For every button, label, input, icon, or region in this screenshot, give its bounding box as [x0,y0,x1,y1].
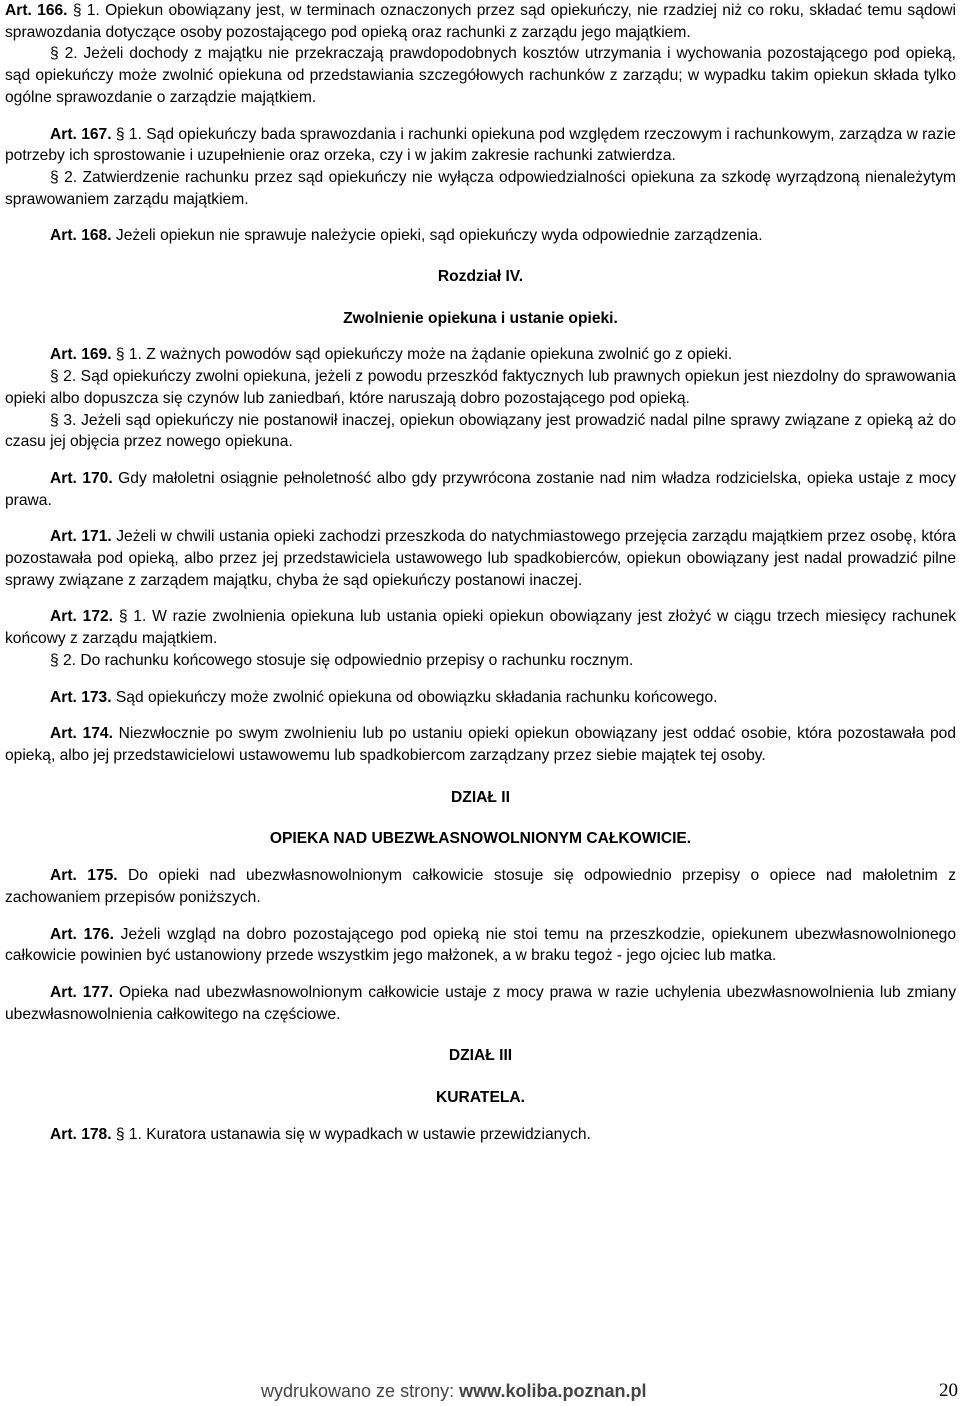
footer-source-link[interactable]: www.koliba.poznan.pl [459,1381,647,1401]
article-label: Art. 166. [5,2,68,19]
footer-source-prefix: wydrukowano ze strony: [261,1381,455,1401]
art-174 [5,723,956,766]
paragraph-mark: § 2. [50,45,78,63]
page-footer [0,1379,960,1403]
art-175 [5,865,956,908]
document-body [5,0,956,1145]
article-label: Art. 174. [50,725,113,743]
paragraph-mark: § 1. [115,346,142,364]
paragraph-text: Jeżeli w chwili ustania opieki zachodzi przeszkoda do natychmiastowego przejęcia zarządu majątkiem przez osobę, która pozostawała pod opieką, albo przez jej przedstawiciela ustawowego lub spadkobierców, opiekun obowiązany jest nadal prowadzić pilne sprawy związane z zarządem majątku, chyba że sąd opiekuńczy postanowi inaczej. [5,528,956,589]
art-169-para-2 [5,366,956,409]
paragraph-mark: § 1. [115,1125,142,1143]
paragraph-text: Do rachunku końcowego stosuje się odpowiednio przepisy o rachunku rocznym. [80,651,634,669]
division-subtitle: OPIEKA NAD UBEZWŁASNOWOLNIONYM CAŁKOWICIE. [269,830,692,848]
paragraph-mark: § 1. [72,2,100,19]
division-title: DZIAŁ II [451,788,510,806]
paragraph-mark: § 3. [50,411,77,429]
paragraph-text: Niezwłocznie po swym zwolnieniu lub po ustaniu opieki opiekun obowiązany jest oddać osobie, która pozostawała pod opieką, albo jej przedstawicielowi ustawowemu lub spadkobiercom zarządzany przez siebie majątek tej osoby. [5,725,956,764]
art-169-para-3 [5,410,956,453]
article-label: Art. 177. [50,983,114,1001]
article-label: Art. 168. [50,227,112,245]
paragraph-text: Jeżeli dochody z majątku nie przekraczają prawdopodobnych kosztów utrzymania i wychowania pozostającego pod opieką, sąd opiekuńczy może zwolnić opiekuna od przedstawiania szczegółowych rachunków z zarządu; w wypadku takim opiekun składa tylko ogólne sprawozdanie o zarządzie majątkiem. [5,45,956,106]
art-170 [5,468,956,511]
art-172-para-1 [5,606,956,649]
article-label: Art. 169. [50,346,112,364]
paragraph-text: Do opieki nad ubezwłasnowolnionym całkowicie stosuje się odpowiednio przepisy o opiece nad małoletnim z zachowaniem przepisów poniższych. [5,867,956,906]
article-label: Art. 170. [50,469,113,487]
art-166-para-2 [5,43,956,108]
footer-source [261,1379,646,1403]
art-176 [5,924,956,967]
chapter-subtitle: Zwolnienie opiekuna i ustanie opieki. [343,309,618,327]
paragraph-mark: § 1. [118,608,147,626]
paragraph-mark: § 1. [115,125,142,143]
page-number: 20 [939,1380,958,1401]
paragraph-text: Opiekun obowiązany jest, w terminach oznaczonych przez sąd opiekuńczy, nie rzadziej niż co roku, składać temu sądowi sprawozdania dotyczące osoby pozostającego pod opieką oraz rachunki z zarządu jego majątkiem. [5,2,956,41]
paragraph-text: Sąd opiekuńczy zwolni opiekuna, jeżeli z powodu przeszkód faktycznych lub prawnych opiekun jest niezdolny do sprawowania opieki albo dopuszcza się czynów lub zaniedbań, które naruszają dobro pozostającego pod opieką. [5,368,956,407]
art-167-para-1 [5,124,956,167]
article-label: Art. 178. [50,1125,112,1143]
paragraph-text: Opieka nad ubezwłasnowolnionym całkowicie ustaje z mocy prawa w razie uchylenia ubezwłasnowolnienia lub zmiany ubezwłasnowolnienia całkowitego na częściowe. [5,983,956,1023]
paragraph-text: Kuratora ustanawia się w wypadkach w ustawie przewidzianych. [146,1125,591,1143]
paragraph-text: Jeżeli sąd opiekuńczy nie postanowił inaczej, opiekun obowiązany jest prowadzić nadal pilne sprawy związane z opieką aż do czasu jej objęcia przez nowego opiekuna. [5,411,956,451]
article-label: Art. 171. [50,528,112,546]
art-167-para-2 [5,167,956,210]
art-173 [5,687,956,709]
article-label: Art. 173. [50,688,112,706]
paragraph-text: Z ważnych powodów sąd opiekuńczy może na żądanie opiekuna zwolnić go z opieki. [146,346,733,364]
paragraph-text: Sąd opiekuńczy może zwolnić opiekuna od obowiązku składania rachunku końcowego. [115,688,718,706]
paragraph-mark: § 2. [50,651,77,669]
art-169-para-1 [5,344,956,366]
article-label: Art. 172. [50,608,114,626]
paragraph-text: Jeżeli opiekun nie sprawuje należycie opieki, sąd opiekuńczy wyda odpowiednie zarządzenia. [115,227,763,245]
chapter-title: Rozdział IV. [437,268,524,286]
paragraph-text: Gdy małoletni osiągnie pełnoletność albo gdy przywrócona zostanie nad nim władza rodzicielska, opieka ustaje z mocy prawa. [5,469,956,509]
art-168 [5,225,956,247]
art-171 [5,526,956,591]
paragraph-text: Sąd opiekuńczy bada sprawozdania i rachunki opiekuna pod względem rzeczowym i rachunkowym, zarządza w razie potrzeby ich sprostowanie i uzupełnienie oraz orzeka, czy i w jakim zakresie rachunki zatwierdza. [5,125,956,165]
art-177 [5,982,956,1025]
art-166-para-1 [5,0,956,43]
paragraph-mark: § 2. [50,368,77,386]
paragraph-text: Zatwierdzenie rachunku przez sąd opiekuńczy nie wyłącza odpowiedzialności opiekuna za szkodę wyrządzoną nienależytym sprawowaniem zarządu majątkiem. [5,168,956,208]
article-label: Art. 175. [50,867,118,885]
paragraph-text: Jeżeli wzgląd na dobro pozostającego pod opieką nie stoi temu na przeszkodzie, opiekunem ubezwłasnowolnionego całkowicie powinien być ustanowiony przede wszystkim jego małżonek, a w braku tegoż - jego ojciec lub matka. [5,925,956,965]
paragraph-mark: § 2. [50,168,78,186]
article-label: Art. 176. [50,925,114,943]
article-label: Art. 167. [50,125,112,143]
art-178-para-1 [5,1124,956,1146]
art-172-para-2 [5,650,956,672]
division-subtitle: KURATELA. [436,1089,525,1107]
division-title: DZIAŁ III [448,1047,513,1065]
paragraph-text: W razie zwolnienia opiekuna lub ustania opieki opiekun obowiązany jest złożyć w ciągu trzech miesięcy rachunek końcowy z zarządu majątkiem. [5,608,956,648]
